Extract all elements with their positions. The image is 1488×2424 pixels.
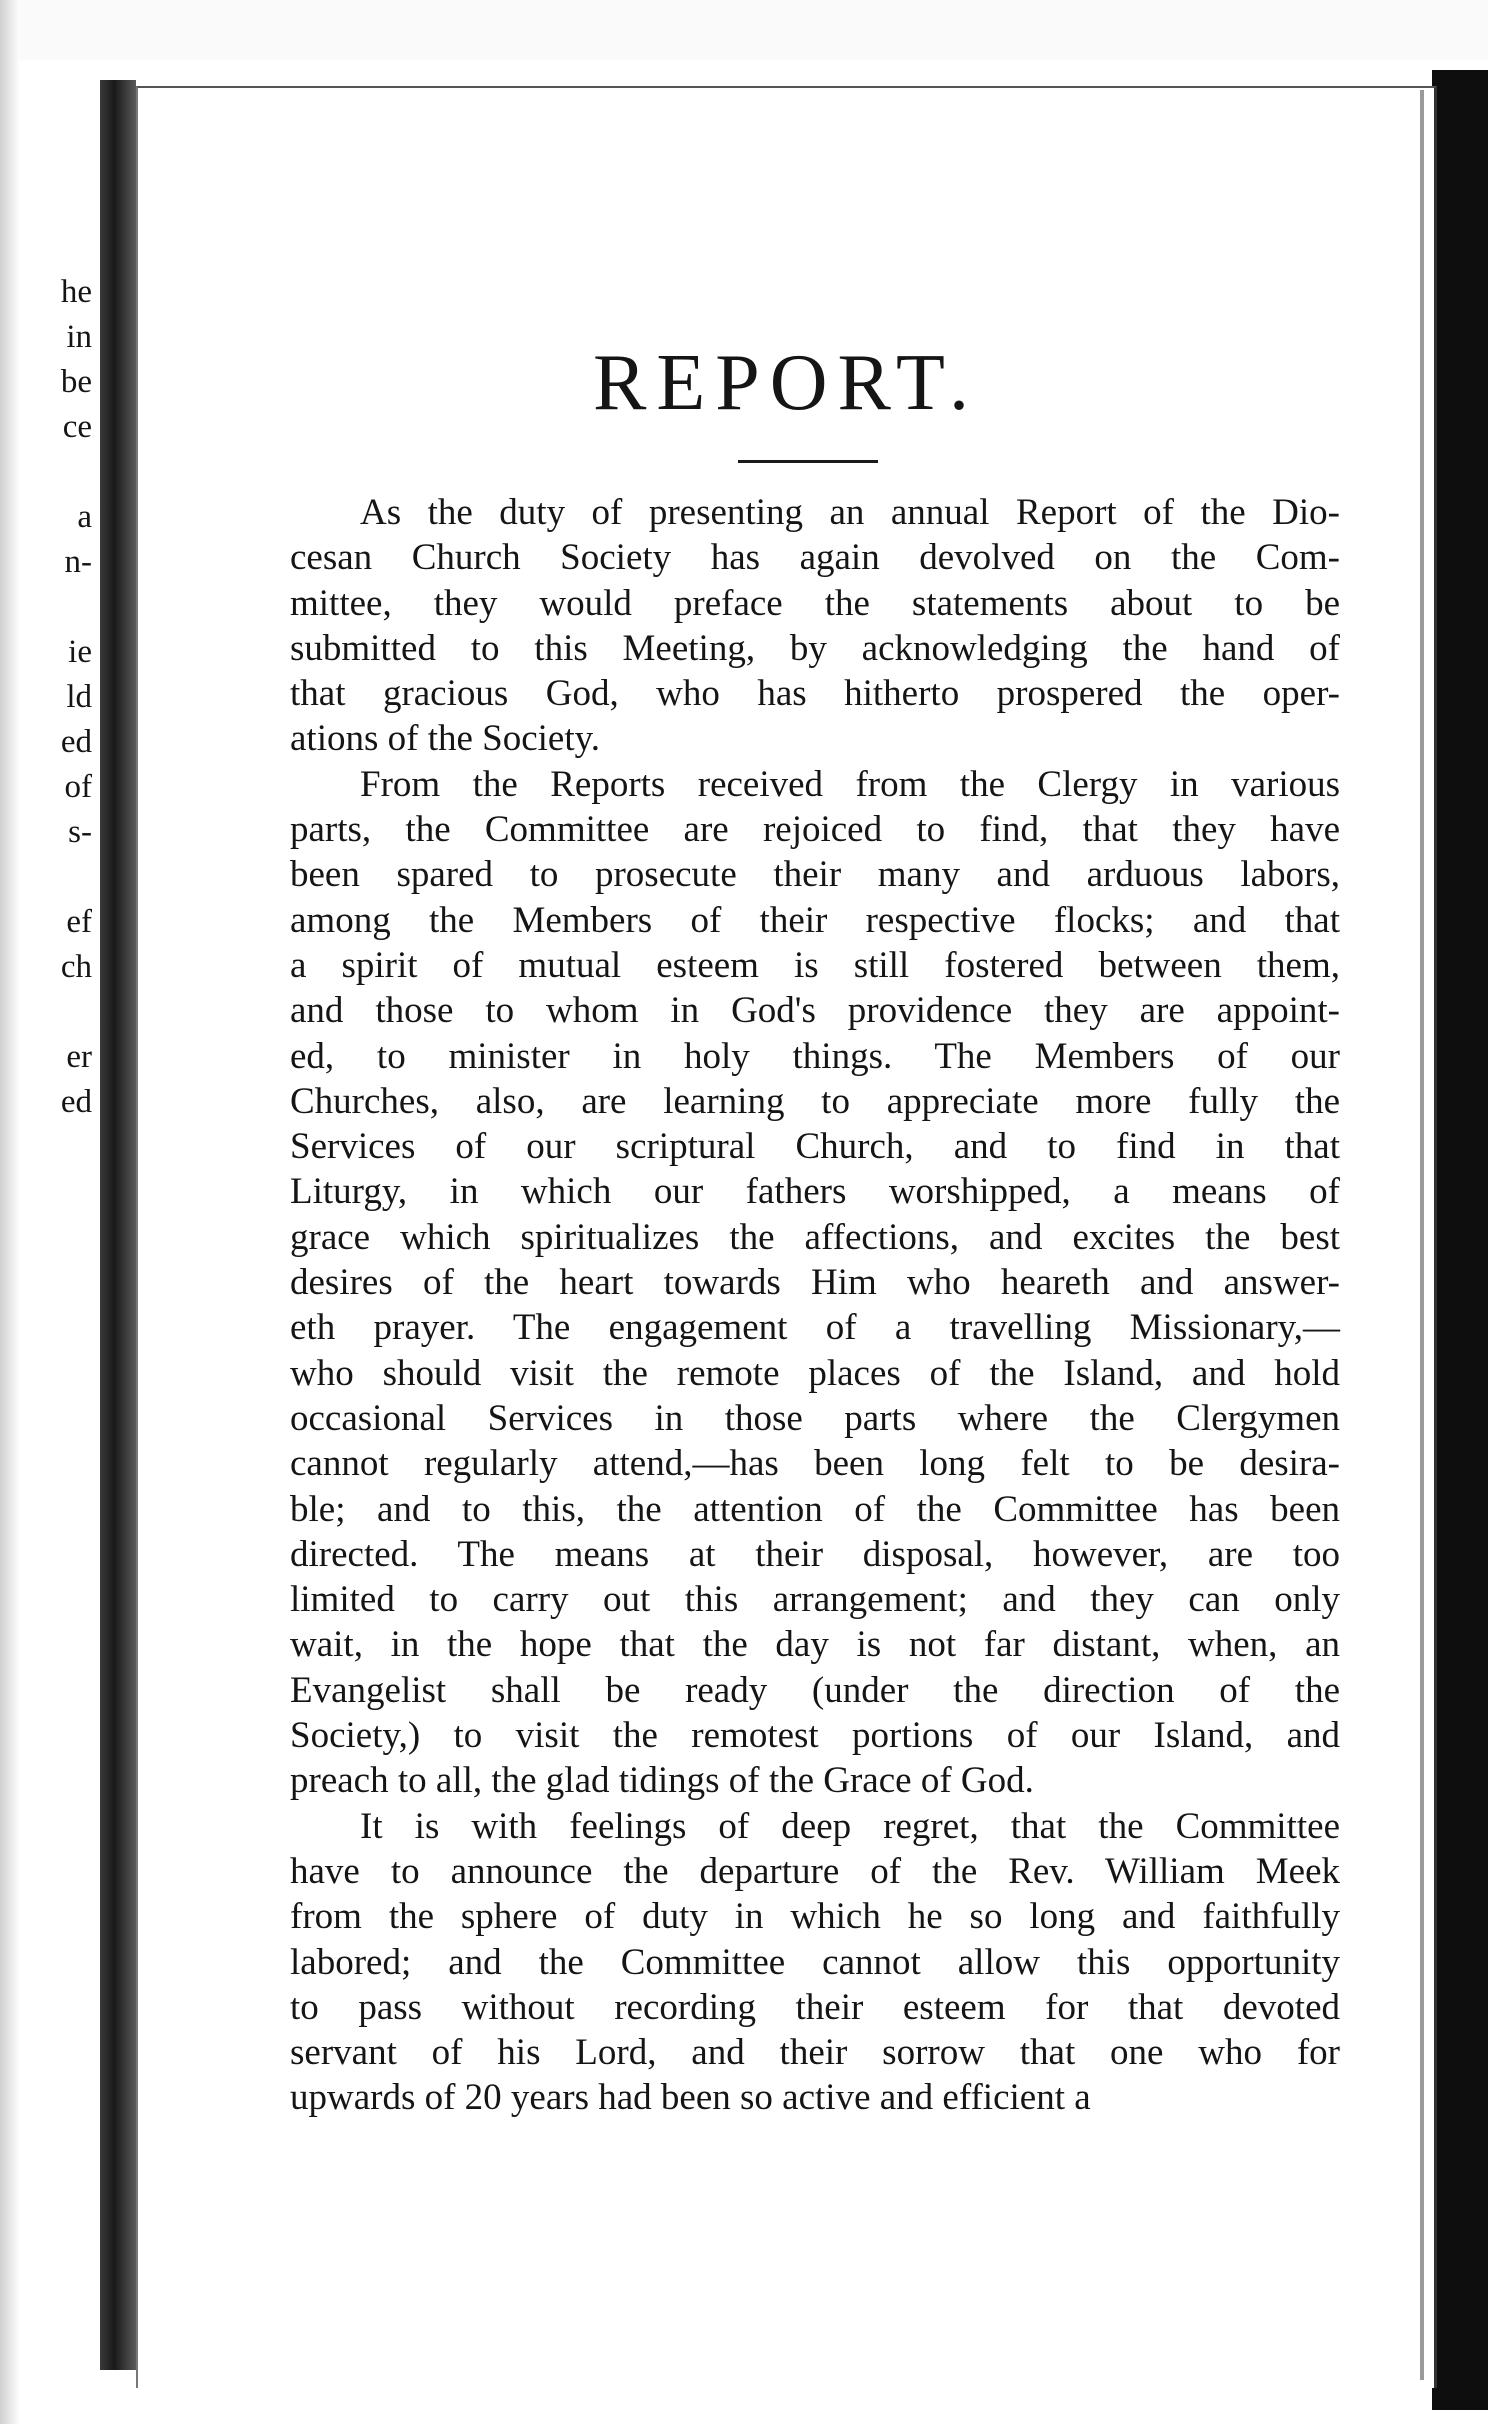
text-line: grace which spiritualizes the affections, and excites the best [290, 1216, 1340, 1258]
text-line: Services of our scriptural Church, and to find in that [290, 1126, 1340, 1168]
text-line: labored; and the Committee cannot allow this opportunity [290, 1941, 1340, 1983]
text-line: submitted to this Meeting, by acknowledging the hand of [290, 627, 1340, 669]
report-body [290, 490, 1340, 2121]
text-line: who should visit the remote places of the Island, and hold [290, 1352, 1340, 1394]
text-line: directed. The means at their disposal, however, are too [290, 1533, 1340, 1575]
fragment-line: of [64, 769, 92, 805]
text-line: Churches, also, are learning to appreciate more fully the [290, 1080, 1340, 1122]
text-line: As the duty of presenting an annual Report of the Dio- [360, 492, 1340, 533]
fragment-line: ce [62, 409, 92, 445]
book-gutter [100, 80, 136, 2370]
scan-right-edge [1432, 70, 1488, 2410]
text-line: a spirit of mutual esteem is still fostered between them, [290, 944, 1340, 986]
text-line: It is with feelings of deep regret, that the Committee [360, 1805, 1340, 1847]
text-line: been spared to prosecute their many and arduous labors, [290, 854, 1340, 896]
text-line: servant of his Lord, and their sorrow that one who for [290, 2032, 1340, 2074]
fragment-line [0, 585, 92, 630]
text-line: eth prayer. The engagement of a travelling Missionary,— [290, 1307, 1340, 1349]
fragment-line: s- [68, 814, 92, 850]
text-line: limited to carry out this arrangement; and they can only [290, 1579, 1340, 1621]
text-line: desires of the heart towards Him who heareth and answer- [290, 1262, 1340, 1304]
page-title: REPORT. [593, 339, 979, 427]
text-line: Society,) to visit the remotest portions of our Island, and [290, 1715, 1340, 1757]
text-line: occasional Services in those parts where the Clergymen [290, 1397, 1340, 1439]
text-line: parts, the Committee are rejoiced to find, that they have [290, 809, 1340, 851]
fragment-line: ld [66, 679, 92, 715]
fragment-line: a [77, 499, 92, 535]
book-page [136, 86, 1437, 2388]
fragment-line [0, 990, 92, 1035]
text-line: cannot regularly attend,—has been long felt to be desira- [290, 1443, 1340, 1485]
fragment-line: be [60, 364, 92, 400]
fragment-line [0, 450, 92, 495]
fragment-line: in [66, 319, 92, 355]
fragment-line: ed [60, 1084, 92, 1120]
text-line: ble; and to this, the attention of the Committee has been [290, 1488, 1340, 1530]
text-line: wait, in the hope that the day is not far distant, when, an [290, 1624, 1340, 1666]
fragment-line: ed [60, 724, 92, 760]
text-line: Liturgy, in which our fathers worshipped, a means of [290, 1171, 1340, 1213]
text-line: and those to whom in God's providence they are appoint- [290, 990, 1340, 1032]
text-line: ed, to minister in holy things. The Members of our [290, 1035, 1340, 1077]
title-rule [738, 460, 878, 463]
fragment-line: er [66, 1039, 92, 1075]
fragment-line: ef [66, 904, 92, 940]
fragment-line: n- [64, 544, 92, 580]
text-line: From the Reports received from the Clergy in various [360, 763, 1340, 805]
fragment-line: ch [60, 949, 92, 985]
fragment-line: he [60, 274, 92, 310]
text-line: have to announce the departure of the Rev. William Meek [290, 1850, 1340, 1892]
text-line: cesan Church Society has again devolved on the Com- [290, 537, 1340, 579]
page-edge-shadow [1420, 90, 1424, 2380]
text-line: to pass without recording their esteem for that devoted [290, 1986, 1340, 2028]
previous-page-fragment [0, 270, 100, 1125]
fragment-line: ie [68, 634, 92, 670]
text-line: preach to all, the glad tidings of the Grace of God. [290, 1760, 1034, 1802]
text-line: Evangelist shall be ready (under the direction of the [290, 1669, 1340, 1711]
text-line: from the sphere of duty in which he so long and faithfully [290, 1896, 1340, 1938]
scan-top-margin [0, 0, 1488, 60]
text-line: upwards of 20 years had been so active and efficient a [290, 2077, 1091, 2119]
fragment-line [0, 855, 92, 900]
text-line: ations of the Society. [290, 718, 600, 760]
text-line: mittee, they would preface the statements about to be [290, 582, 1340, 624]
text-line: that gracious God, who has hitherto prospered the oper- [290, 673, 1340, 715]
text-line: among the Members of their respective flocks; and that [290, 899, 1340, 941]
